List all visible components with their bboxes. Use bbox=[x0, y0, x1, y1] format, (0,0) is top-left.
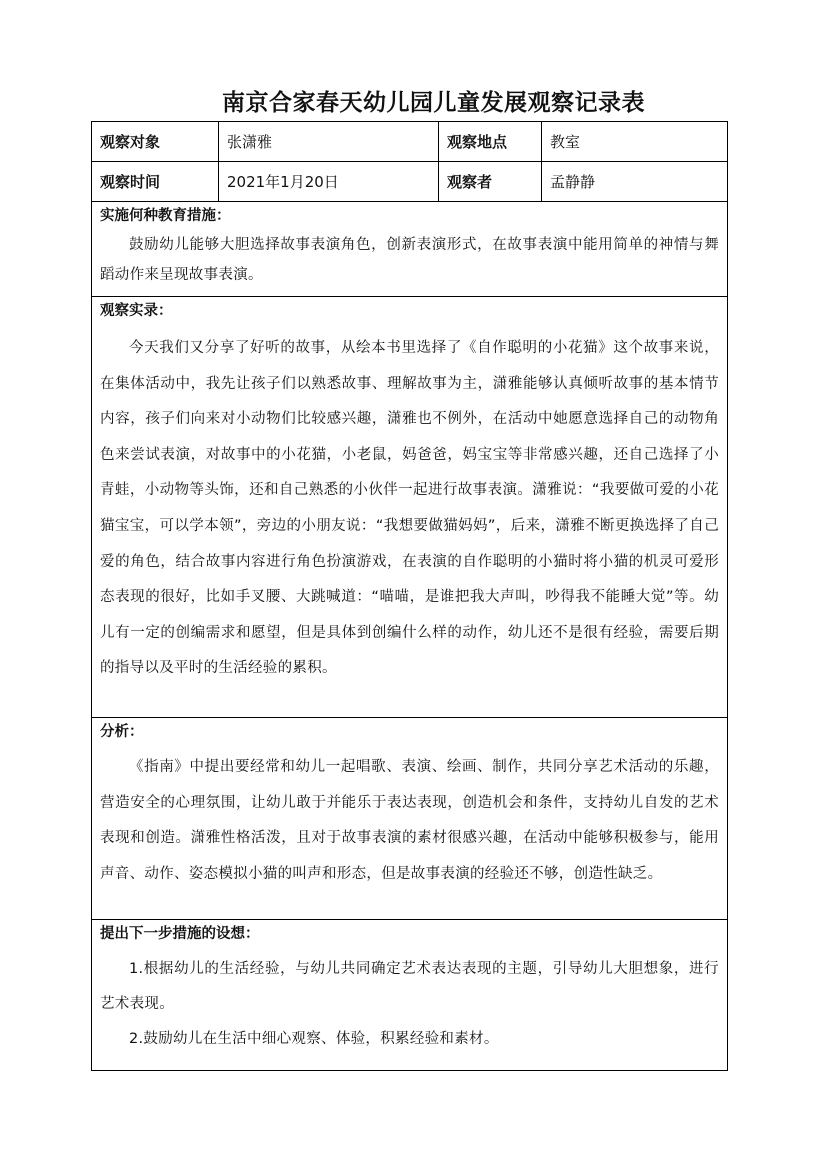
measures-body: 鼓励幼儿能够大胆选择故事表演角色，创新表演形式，在故事表演中能用简单的神情与舞蹈动作来呈现故事表演。 bbox=[100, 237, 719, 283]
record-heading: 观察实录： bbox=[100, 303, 173, 319]
next-steps-heading: 提出下一步措施的设想： bbox=[100, 926, 260, 942]
measures-section bbox=[92, 202, 727, 297]
time-label: 观察时间 bbox=[92, 162, 219, 201]
location-value: 教室 bbox=[550, 133, 581, 151]
analysis-section bbox=[92, 718, 727, 920]
subject-location-row bbox=[92, 122, 727, 162]
location-label: 观察地点 bbox=[439, 122, 542, 161]
time-observer-row bbox=[92, 162, 727, 202]
next-steps-section bbox=[92, 920, 727, 1070]
next-step-item: 1.根据幼儿的生活经验，与幼儿共同确定艺术表达表现的主题，引导幼儿大胆想象，进行艺术表现。 bbox=[100, 961, 719, 1012]
time-value: 2021年1月20日 bbox=[219, 162, 439, 201]
analysis-heading: 分析： bbox=[100, 724, 144, 740]
page-title: 南京合家春天幼儿园儿童发展观察记录表 bbox=[222, 89, 645, 116]
next-steps-list bbox=[100, 952, 719, 1057]
subject-value: 张潇雅 bbox=[219, 122, 439, 161]
observation-record-table bbox=[91, 121, 728, 1071]
record-body: 今天我们又分享了好听的故事，从绘本书里选择了《自作聪明的小花猫》这个故事来说，在集体活动中，我先让孩子们以熟悉故事、理解故事为主，潇雅能够认真倾听故事的基本情节内容，孩子们向来对小动物们比较感兴趣，潇雅也不例外，在活动中她愿意选择自己的动物角色来尝试表演，对故事中的小花猫，小老鼠，妈爸爸，妈宝宝等非常感兴趣，还自己选择了小青蛙，小动物等头饰，还和自己熟悉的小伙伴一起进行故事表演。潇雅说：“我要做可爱的小花猫宝宝，可以学本领”，旁边的小朋友说：“我想要做猫妈妈”，后来，潇雅不断更换选择了自己爱的角色，结合故事内容进行角色扮演游戏，在表演的自作聪明的小猫时将小猫的机灵可爱形态表现的很好，比如手叉腰、大跳喊道：“喵喵，是谁把我大声叫，吵得我不能睡大觉”等。幼儿有一定的创编需求和愿望，但是具体到创编什么样的动作，幼儿还不是很有经验，需要后期的指导以及平时的生活经验的累积。 bbox=[100, 340, 719, 677]
measures-heading: 实施何种教育措施： bbox=[100, 208, 231, 224]
analysis-body: 《指南》中提出要经常和幼儿一起唱歌、表演、绘画、制作，共同分享艺术活动的乐趣，营造安全的心理氛围，让幼儿敢于并能乐于表达表现，创造机会和条件，支持幼儿自发的艺术表现和创造。潇雅性格活泼，且对于故事表演的素材很感兴趣，在活动中能够积极参与，能用声音、动作、姿态模拟小猫的叫声和形态，但是故事表演的经验还不够，创造性缺乏。 bbox=[100, 759, 719, 882]
next-step-item: 2.鼓励幼儿在生活中细心观察、体验，积累经验和素材。 bbox=[129, 1031, 499, 1047]
observer-label: 观察者 bbox=[439, 162, 542, 201]
observer-value: 孟静静 bbox=[550, 173, 596, 191]
subject-label: 观察对象 bbox=[92, 122, 219, 161]
observation-record-section bbox=[92, 297, 727, 718]
